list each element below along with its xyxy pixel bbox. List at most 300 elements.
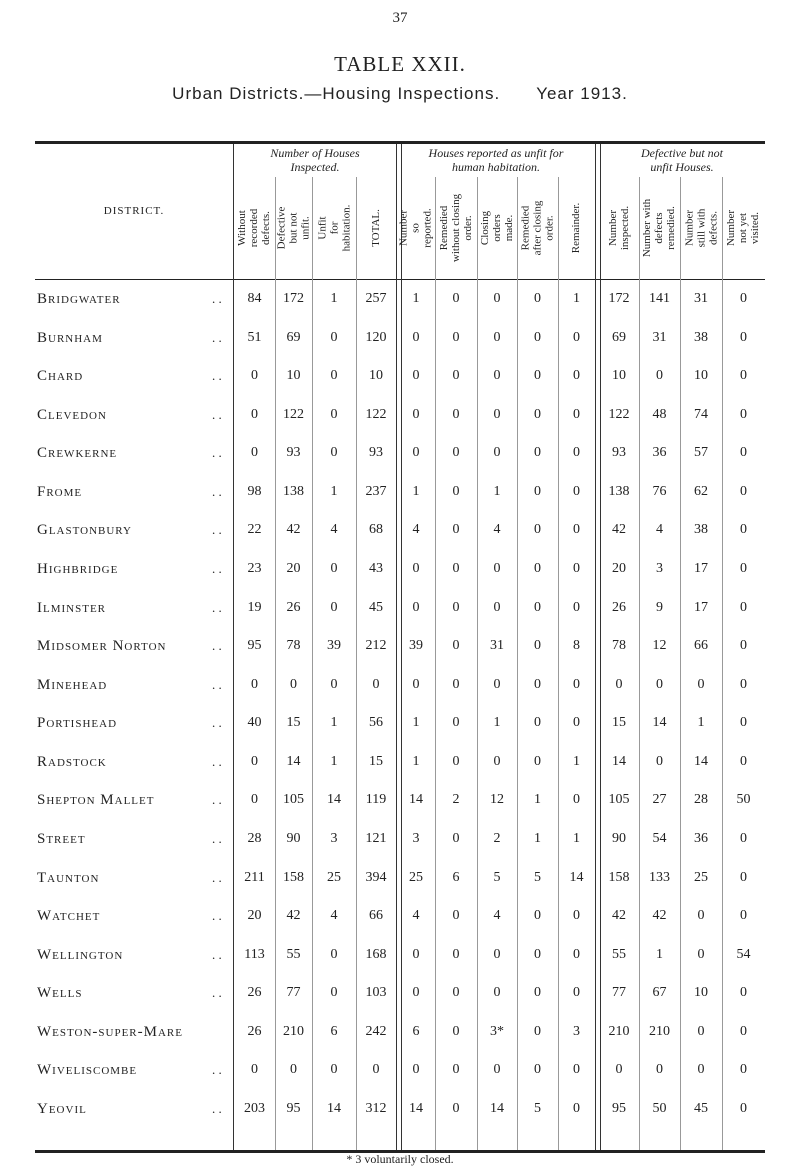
table-cell: 212 — [365, 638, 387, 654]
table-cell: 0 — [452, 676, 460, 692]
table-cell: 1 — [412, 715, 420, 731]
table-cell: 1 — [412, 483, 420, 499]
table-cell: 0 — [534, 908, 541, 924]
table-cell: 0 — [452, 946, 460, 962]
column-header-line: Number — [683, 209, 695, 247]
district-name: Frome — [37, 483, 83, 500]
district-name: Wellington — [37, 946, 124, 963]
table-cell: 138 — [283, 483, 304, 499]
table-cell: 38 — [694, 329, 708, 345]
table-cell: 0 — [251, 368, 258, 384]
column-header-line: defects. — [260, 211, 273, 245]
table-cell: 0 — [573, 676, 580, 692]
table-cell: 40 — [247, 715, 262, 731]
table-cell: 10 — [612, 368, 626, 384]
column-header — [477, 182, 517, 274]
table-cell: 4 — [330, 908, 338, 924]
table-cell: 22 — [247, 522, 262, 538]
table-cell: 0 — [493, 676, 501, 692]
leader-dots: . . — [212, 869, 222, 885]
table-cell: 77 — [612, 985, 626, 1001]
column-header-line: visited. — [749, 211, 762, 245]
table-cell: 50 — [652, 1100, 667, 1116]
column-header-label — [642, 199, 678, 257]
table-row — [0, 908, 800, 930]
table-row — [0, 715, 800, 737]
column-header-line: Number — [725, 209, 738, 247]
table-cell: 0 — [534, 291, 541, 306]
table-cell: 210 — [608, 1023, 630, 1039]
table-title: TABLE XXII. — [334, 52, 466, 76]
table-cell: 0 — [740, 985, 747, 1001]
table-subtitle — [0, 84, 800, 104]
column-header — [435, 182, 477, 274]
table-cell: 3 — [573, 1023, 580, 1039]
column-header-line: after closing — [531, 200, 544, 256]
column-header-line: Defective — [275, 206, 288, 250]
table-cell: 119 — [365, 792, 387, 808]
column-header-line: inspected. — [619, 205, 632, 251]
table-cell: 4 — [412, 522, 420, 538]
table-cell: 5 — [534, 1100, 541, 1116]
leader-dots: . . — [212, 599, 222, 615]
table-cell: 4 — [493, 522, 501, 538]
table-cell: 31 — [694, 291, 708, 306]
table-cell: 0 — [412, 1062, 420, 1078]
table-cell: 1 — [330, 291, 338, 306]
table-cell: 98 — [247, 483, 262, 499]
leader-dots: . . — [212, 483, 222, 499]
table-cell: 10 — [286, 368, 301, 384]
table-cell: 0 — [412, 946, 420, 962]
table-cell: 138 — [608, 483, 630, 499]
table-cell: 0 — [534, 560, 541, 576]
column-header-label — [520, 201, 556, 256]
table-cell: 26 — [612, 599, 626, 615]
table-cell: 66 — [369, 908, 383, 924]
table-cell: 394 — [365, 869, 387, 885]
group-header-unfit — [397, 146, 595, 174]
column-header-line: orders — [490, 214, 503, 242]
column-header-line: defects. — [707, 211, 719, 245]
table-cell: 0 — [573, 715, 580, 731]
table-cell: 0 — [330, 599, 338, 615]
table-cell: 103 — [365, 985, 387, 1001]
table-cell: 28 — [247, 830, 262, 846]
table-cell: 36 — [652, 445, 667, 461]
table-row — [0, 445, 800, 467]
table-cell: 0 — [740, 368, 747, 384]
table-cell: 0 — [452, 483, 460, 499]
table-cell: 0 — [412, 599, 420, 615]
district-name: Burnham — [37, 329, 103, 346]
column-header-label — [683, 209, 719, 248]
table-cell: 0 — [656, 676, 663, 692]
table-cell: 77 — [286, 985, 301, 1001]
table-cell: 3 — [330, 830, 338, 846]
group-header-defective-line-1: Defective but not — [641, 146, 723, 160]
column-header-line: order. — [543, 215, 556, 241]
table-cell: 1 — [330, 715, 338, 731]
table-cell: 42 — [652, 908, 667, 924]
table-cell: 0 — [493, 946, 501, 962]
table-cell: 0 — [251, 1062, 258, 1078]
table-cell: 0 — [534, 676, 541, 692]
table-cell: 0 — [330, 946, 338, 962]
table-cell: 2 — [493, 830, 501, 846]
table-cell: 120 — [365, 329, 387, 345]
leader-dots: . . — [212, 368, 222, 384]
table-cell: 121 — [365, 830, 387, 846]
table-cell: 0 — [740, 560, 747, 576]
table-cell: 1 — [330, 753, 338, 769]
table-cell: 20 — [612, 560, 626, 576]
table-cell: 0 — [534, 946, 541, 962]
table-cell: 0 — [573, 1062, 580, 1078]
table-cell: 0 — [740, 1023, 747, 1039]
leader-dots: . . — [212, 1062, 222, 1078]
table-cell: 55 — [286, 946, 301, 962]
table-cell: 0 — [573, 560, 580, 576]
leader-dots: . . — [212, 445, 222, 461]
column-header — [356, 182, 396, 274]
table-cell: 26 — [247, 1023, 262, 1039]
table-cell: 0 — [534, 522, 541, 538]
column-header-label — [725, 210, 761, 246]
table-cell: 0 — [290, 1062, 297, 1078]
table-cell: 55 — [612, 946, 626, 962]
table-cell: 15 — [369, 753, 383, 769]
table-cell: 0 — [412, 985, 420, 1001]
page-number: 37 — [392, 10, 408, 26]
column-header-line: so — [410, 223, 422, 233]
table-cell: 62 — [694, 483, 708, 499]
table-cell: 158 — [283, 869, 304, 885]
column-header-line: order. — [462, 215, 475, 241]
group-header-unfit-line-2: human habitation. — [451, 160, 540, 174]
table-cell: 31 — [490, 638, 504, 654]
table-cell: 93 — [286, 445, 301, 461]
column-header-label — [571, 203, 583, 253]
district-name: Minehead — [37, 676, 108, 693]
table-cell: 84 — [247, 291, 262, 306]
table-cell: 1 — [656, 946, 663, 962]
table-cell: 5 — [493, 869, 501, 885]
group-header-defective — [599, 146, 765, 174]
column-header — [639, 182, 680, 274]
table-cell: 0 — [740, 291, 747, 306]
table-cell: 12 — [652, 638, 667, 654]
group-header-inspected — [234, 146, 396, 174]
table-cell: 25 — [409, 869, 423, 885]
table-cell: 1 — [573, 753, 580, 769]
table-cell: 0 — [452, 1100, 460, 1116]
table-cell: 95 — [286, 1100, 301, 1116]
table-cell: 0 — [493, 1062, 501, 1078]
district-name: Radstock — [37, 753, 107, 770]
table-cell: 210 — [283, 1023, 304, 1039]
column-header-line: recorded — [248, 208, 261, 248]
table-cell: 0 — [740, 638, 747, 654]
table-row — [0, 291, 800, 313]
table-cell: 0 — [740, 753, 747, 769]
leader-dots: . . — [212, 676, 222, 692]
table-cell: 0 — [290, 676, 297, 692]
district-name: Clevedon — [37, 406, 107, 423]
table-cell: 48 — [652, 406, 667, 422]
column-header-line: made. — [502, 214, 515, 242]
leader-dots: . . — [212, 1100, 222, 1116]
subtitle-text: Urban Districts.—Housing Inspections. — [172, 84, 501, 103]
column-header-label — [276, 207, 312, 250]
table-row — [0, 1062, 800, 1084]
table-cell: 0 — [330, 368, 338, 384]
group-header-defective-line-2: unfit Houses. — [650, 160, 714, 174]
table-cell: 74 — [694, 406, 708, 422]
table-cell: 0 — [372, 676, 380, 692]
table-row — [0, 1024, 800, 1046]
table-cell: 17 — [694, 599, 708, 615]
table-cell: 0 — [740, 1100, 747, 1116]
table-cell: 28 — [694, 792, 708, 808]
column-header — [312, 182, 356, 274]
table-cell: 0 — [452, 1062, 460, 1078]
column-header-line: still with — [695, 208, 707, 248]
table-cell: 0 — [412, 368, 420, 384]
table-cell: 14 — [327, 1100, 341, 1116]
table-cell: 42 — [612, 522, 626, 538]
table-cell: 0 — [573, 946, 580, 962]
district-name: Midsomer Norton — [37, 638, 167, 655]
column-header — [517, 182, 558, 274]
table-cell: 0 — [740, 406, 747, 422]
table-cell: 67 — [652, 985, 667, 1001]
group-header-inspected-line-2: Inspected. — [290, 160, 340, 174]
table-cell: 0 — [412, 445, 420, 461]
table-cell: 0 — [534, 483, 541, 499]
table-cell: 1 — [534, 830, 541, 846]
table-cell: 50 — [736, 792, 751, 808]
table-cell: 0 — [412, 676, 420, 692]
table-cell: 0 — [740, 445, 747, 461]
column-header-line: Number — [607, 209, 620, 247]
table-cell: 4 — [412, 908, 420, 924]
column-header-line: TOTAL. — [370, 209, 382, 247]
table-cell: 66 — [694, 638, 708, 654]
table-row — [0, 561, 800, 583]
table-cell: 6 — [452, 869, 460, 885]
table-cell: 1 — [412, 291, 420, 306]
table-cell: 172 — [283, 291, 304, 306]
footnote: * 3 voluntarily closed. — [346, 1152, 454, 1166]
table-cell: 312 — [365, 1100, 387, 1116]
table-cell: 0 — [740, 830, 747, 846]
table-cell: 0 — [412, 329, 420, 345]
table-cell: 1 — [412, 753, 420, 769]
table-row — [0, 600, 800, 622]
leader-dots: . . — [212, 908, 222, 924]
table-cell: 172 — [608, 291, 630, 306]
table-cell: 31 — [652, 329, 667, 345]
table-cell: 0 — [534, 985, 541, 1001]
leader-dots: . . — [212, 792, 222, 808]
table-cell: 1 — [573, 830, 580, 846]
table-cell: 0 — [251, 676, 258, 692]
table-cell: 0 — [493, 599, 501, 615]
table-cell: 0 — [330, 406, 338, 422]
column-header-label — [438, 194, 474, 262]
table-cell: 0 — [573, 445, 580, 461]
table-cell: 210 — [649, 1023, 670, 1039]
table-cell: 257 — [365, 291, 387, 306]
table-cell: 26 — [286, 599, 301, 615]
table-cell: 0 — [697, 908, 705, 924]
table-cell: 0 — [330, 445, 338, 461]
table-cell: 0 — [573, 522, 580, 538]
table-cell: 90 — [612, 830, 626, 846]
table-cell: 0 — [534, 368, 541, 384]
column-header-label — [398, 208, 434, 247]
table-cell: 141 — [649, 291, 670, 306]
table-cell: 0 — [452, 638, 460, 654]
column-header-label — [607, 206, 631, 250]
leader-dots: . . — [212, 329, 222, 345]
table-cell: 25 — [327, 869, 341, 885]
district-name: Street — [37, 830, 86, 847]
table-cell: 0 — [573, 985, 580, 1001]
table-cell: 5 — [534, 869, 541, 885]
table-cell: 14 — [409, 792, 423, 808]
leader-dots: . . — [212, 560, 222, 576]
table-cell: 0 — [251, 445, 258, 461]
table-row — [0, 985, 800, 1007]
table-cell: 42 — [286, 522, 301, 538]
table-cell: 0 — [740, 715, 747, 731]
column-header — [397, 182, 435, 274]
table-row — [0, 947, 800, 969]
leader-dots: . . — [212, 753, 222, 769]
leader-dots: . . — [212, 715, 222, 731]
table-cell: 69 — [286, 329, 301, 345]
table-row — [0, 831, 800, 853]
table-cell: 0 — [615, 1062, 623, 1078]
table-cell: 1 — [493, 715, 501, 731]
table-cell: 25 — [694, 869, 708, 885]
table-row — [0, 330, 800, 352]
table-cell: 0 — [493, 560, 501, 576]
table-cell: 6 — [412, 1023, 420, 1039]
leader-dots: . . — [212, 946, 222, 962]
district-name: Ilminster — [37, 599, 106, 616]
column-header-label — [316, 205, 352, 252]
table-cell: 0 — [452, 1023, 460, 1039]
table-cell: 90 — [286, 830, 301, 846]
table-cell: 15 — [286, 715, 301, 731]
table-cell: 122 — [283, 406, 304, 422]
column-header — [599, 182, 639, 274]
table-cell: 0 — [534, 715, 541, 731]
table-row — [0, 1101, 800, 1123]
table-cell: 0 — [452, 445, 460, 461]
table-cell: 26 — [247, 985, 262, 1001]
table-cell: 36 — [694, 830, 708, 846]
table-cell: 0 — [615, 676, 623, 692]
table-cell: 0 — [452, 830, 460, 846]
table-cell: 0 — [573, 908, 580, 924]
group-header-unfit-line-1: Houses reported as unfit for — [428, 146, 564, 160]
district-name: Weston-super-Mare — [37, 1023, 183, 1040]
table-cell: 4 — [330, 522, 338, 538]
table-cell: 10 — [694, 985, 708, 1001]
table-cell: 3* — [490, 1023, 504, 1039]
table-cell: 14 — [694, 753, 708, 769]
table-cell: 14 — [286, 753, 301, 769]
table-cell: 12 — [490, 792, 504, 808]
table-cell: 211 — [244, 869, 265, 885]
table-cell: 14 — [569, 869, 584, 885]
table-cell: 0 — [493, 291, 501, 306]
table-cell: 1 — [330, 483, 338, 499]
column-header-label — [479, 211, 515, 245]
table-cell: 0 — [452, 522, 460, 538]
table-cell: 0 — [412, 406, 420, 422]
column-header-line: for — [328, 221, 340, 235]
table-cell: 0 — [534, 1023, 541, 1039]
table-cell: 93 — [612, 445, 626, 461]
table-cell: 17 — [694, 560, 708, 576]
column-header-line: reported. — [422, 208, 434, 248]
table-cell: 56 — [369, 715, 383, 731]
table-cell: 0 — [573, 1100, 580, 1116]
table-cell: 0 — [452, 329, 460, 345]
table-cell: 2 — [452, 792, 460, 808]
leader-dots: . . — [212, 406, 222, 422]
table-cell: 42 — [612, 908, 626, 924]
table-cell: 0 — [534, 753, 541, 769]
table-cell: 1 — [573, 291, 580, 306]
table-cell: 0 — [493, 406, 501, 422]
table-cell: 242 — [365, 1023, 387, 1039]
year-label: Year 1913. — [536, 84, 628, 103]
table-cell: 8 — [573, 638, 580, 654]
column-header-line: remedied. — [665, 206, 678, 250]
table-cell: 0 — [452, 291, 460, 306]
table-cell: 78 — [286, 638, 301, 654]
table-cell: 0 — [330, 1062, 338, 1078]
table-cell: 0 — [740, 599, 747, 615]
table-cell: 45 — [369, 599, 383, 615]
district-name: Taunton — [37, 869, 100, 886]
table-cell: 0 — [656, 1062, 663, 1078]
district-name: Wells — [37, 985, 83, 1002]
leader-dots: . . — [212, 830, 222, 846]
table-cell: 45 — [694, 1100, 708, 1116]
group-header-inspected-line-1: Number of Houses — [270, 146, 360, 160]
district-name: Shepton Mallet — [37, 792, 155, 809]
table-cell: 0 — [573, 368, 580, 384]
table-cell: 39 — [409, 638, 423, 654]
column-header — [680, 182, 722, 274]
column-header-line: Unfit — [316, 216, 328, 240]
table-cell: 0 — [740, 522, 747, 538]
column-header-label — [370, 209, 382, 247]
column-header-line: Number with — [641, 198, 654, 258]
table-cell: 237 — [365, 483, 387, 499]
table-cell: 0 — [493, 753, 501, 769]
table-cell: 122 — [608, 406, 630, 422]
table-cell: 203 — [244, 1100, 265, 1116]
column-header-label — [236, 209, 272, 247]
